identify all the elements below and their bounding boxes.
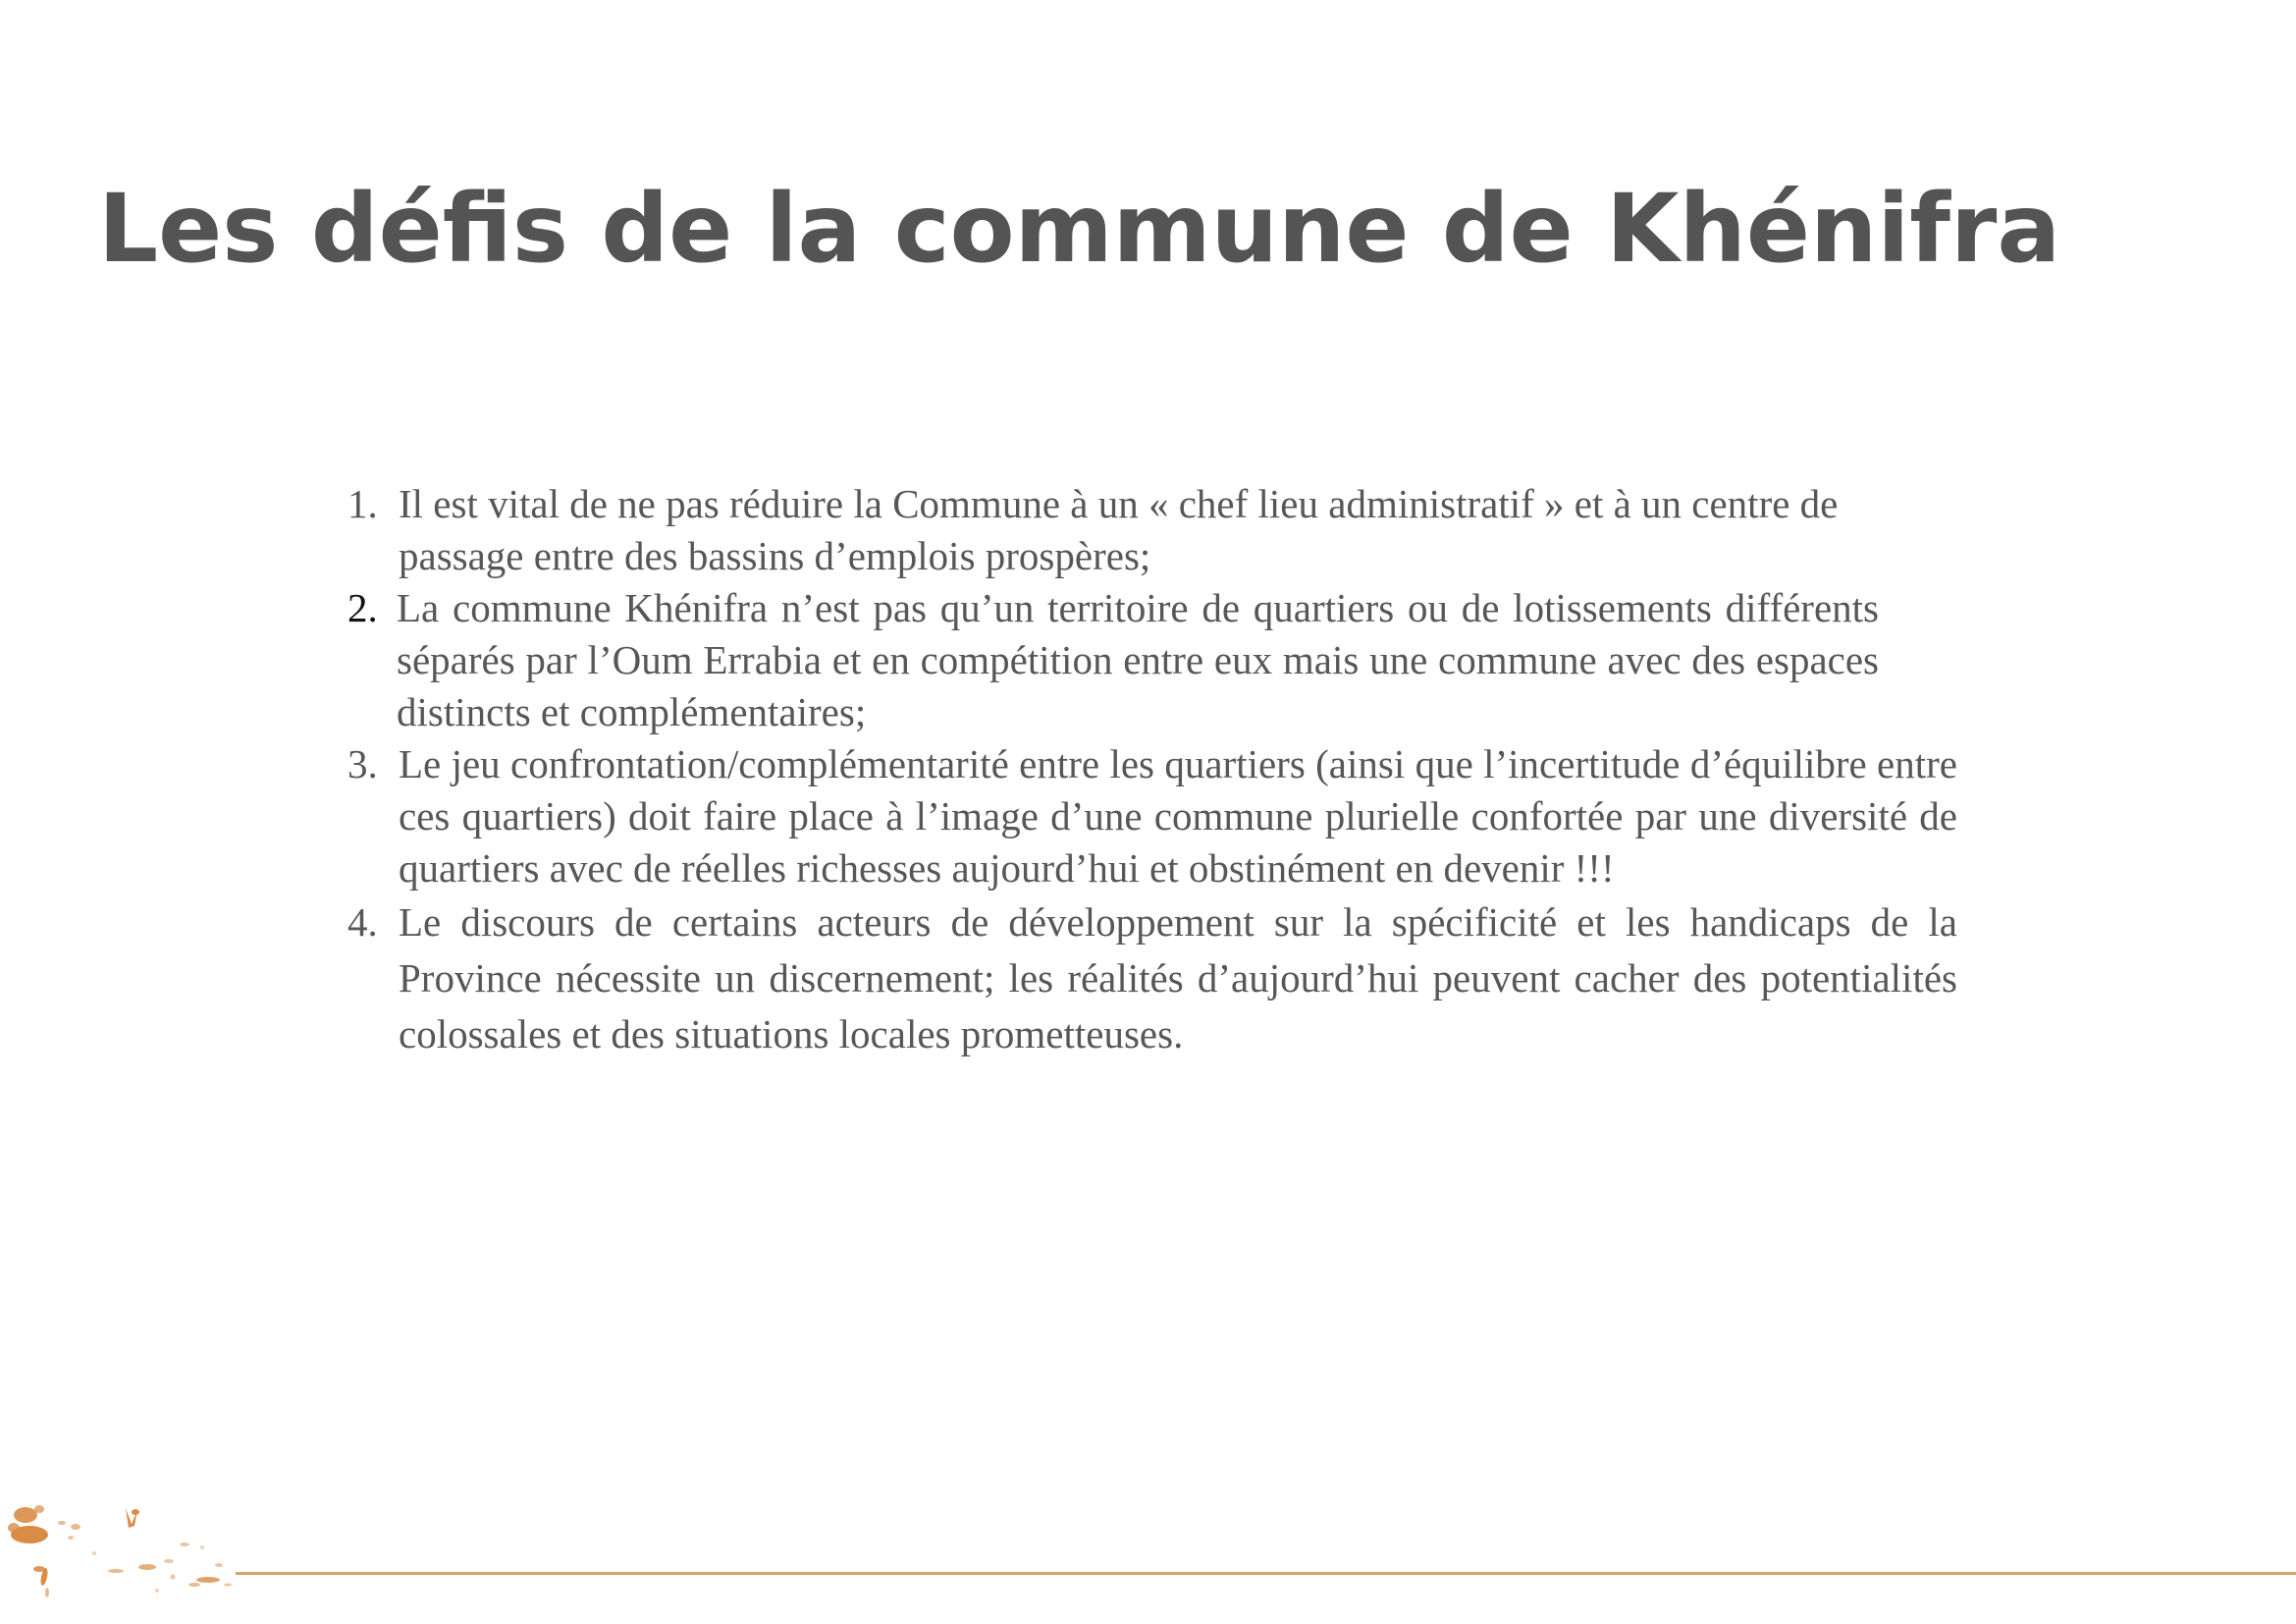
- list-item-text: Le discours de certains acteurs de développement sur la spécificité et les handicaps de la Province nécessite un discernement; les réalités d’aujourd’hui peuvent cacher des potentialités colossales et des situations locales prometteuses.: [399, 899, 1957, 1056]
- logo-splatter-icon: [0, 1483, 240, 1624]
- list-item-number: 4.: [347, 899, 378, 945]
- slide-title: Les défis de la commune de Khénifra: [98, 174, 2061, 284]
- list-item-text: Le jeu confrontation/complémentarité entre les quartiers (ainsi que l’incertitude d’équilibre entre ces quartiers) doit faire place à l’image d’une commune plurielle confortée par une diversité de quartiers avec de réelles richesses aujourd’hui et obstinément en devenir !!!: [399, 741, 1957, 891]
- list-item: [347, 894, 1957, 1062]
- list-item-number: 3.: [347, 741, 378, 786]
- list-item: [347, 478, 1908, 582]
- list-item-text: La commune Khénifra n’est pas qu’un territoire de quartiers ou de lotissements différents séparés par l’Oum Errabia et en compétition entre eux mais une commune avec des espaces distincts et complémentaires;: [397, 585, 1879, 734]
- list-item-number: 1.: [347, 481, 378, 526]
- footer-divider: [236, 1572, 2296, 1575]
- challenges-list: [347, 478, 1957, 1062]
- list-item: [347, 738, 1957, 894]
- list-item: [347, 582, 1879, 738]
- list-item-number: 2.: [347, 585, 378, 630]
- list-item-text: Il est vital de ne pas réduire la Commune à un « chef lieu administratif » et à un centre de passage entre des bassins d’emplois prospères;: [399, 481, 1839, 578]
